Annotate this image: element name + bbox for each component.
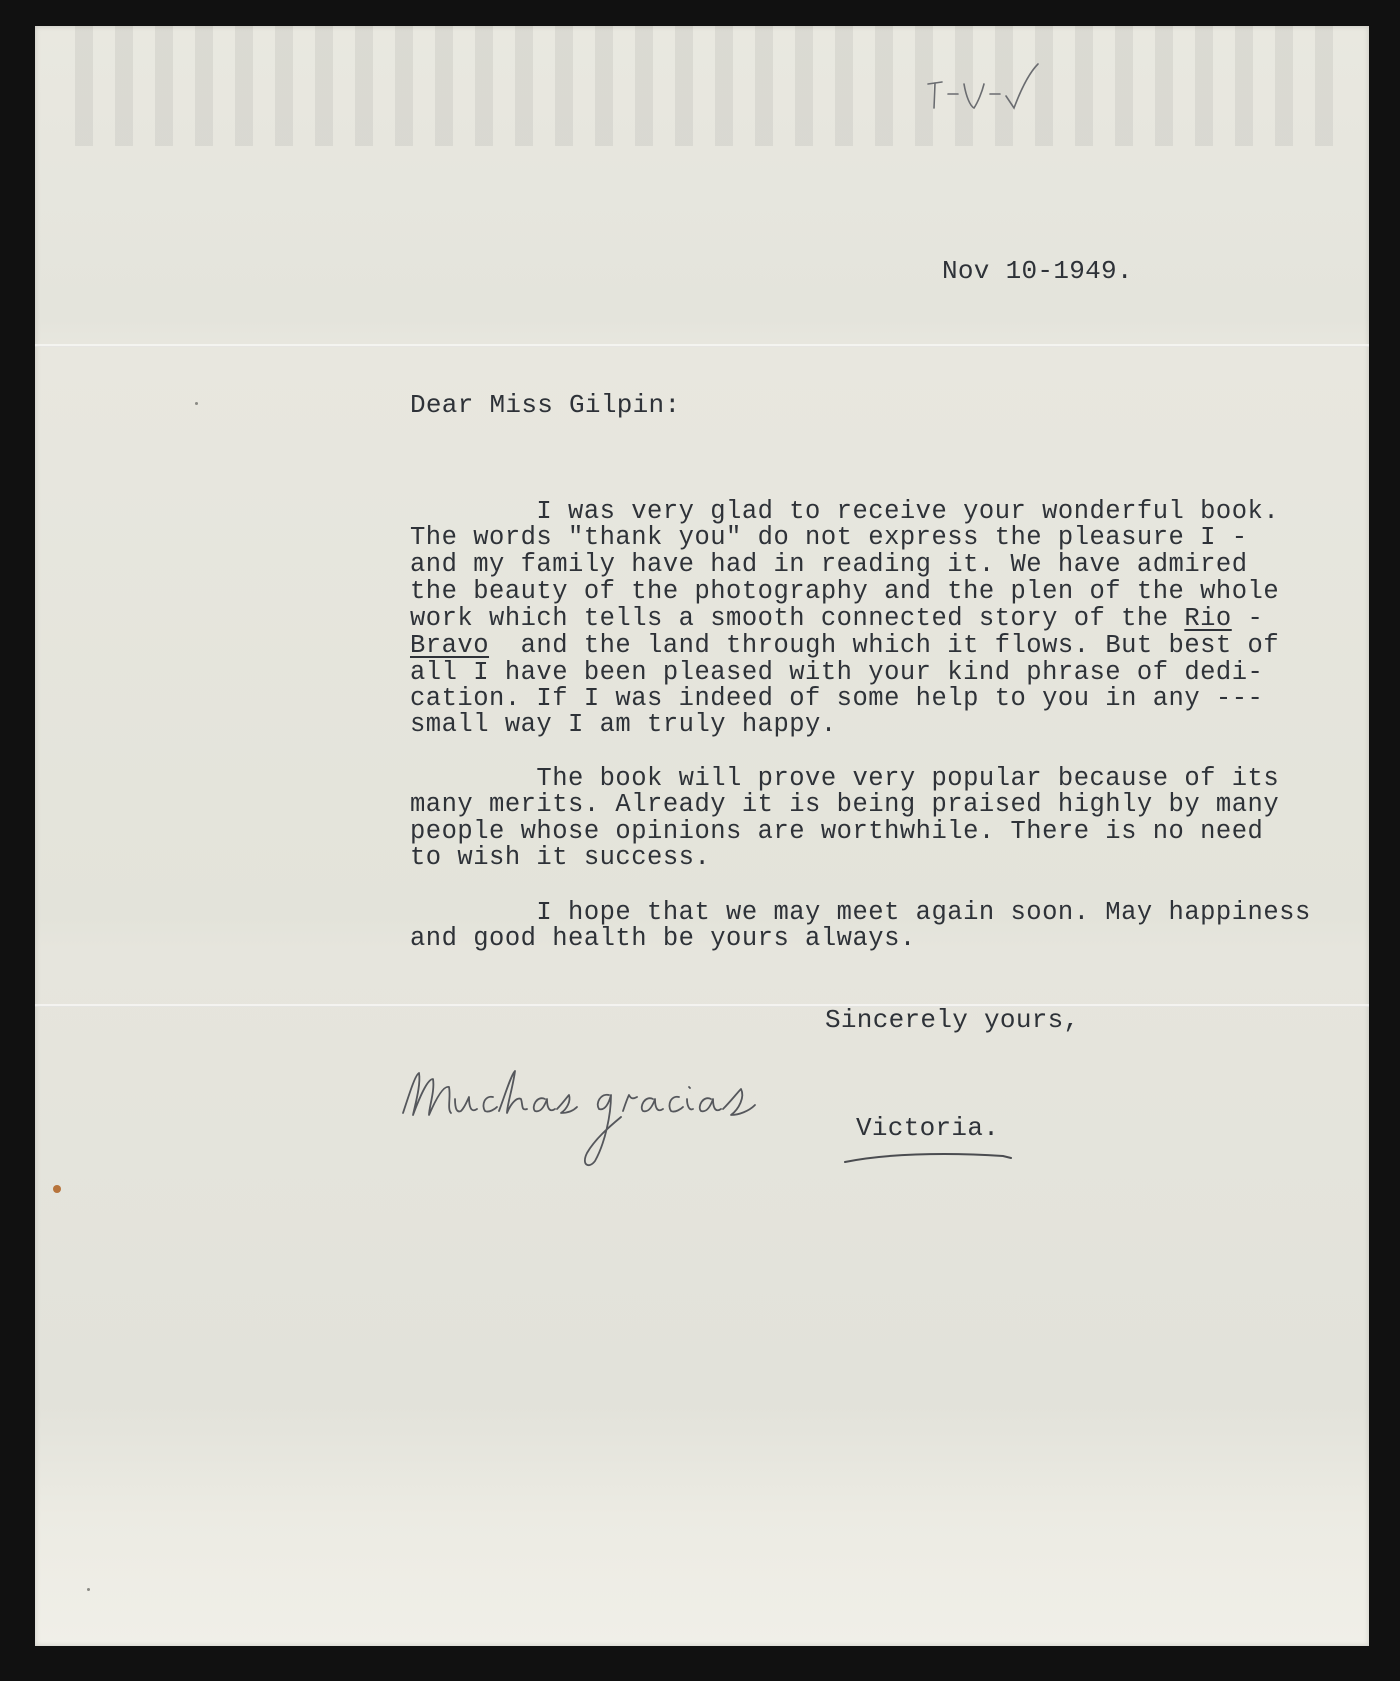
line-text: and the land through which it flows. But best of	[489, 631, 1280, 660]
letterhead-bleed-through	[75, 26, 1335, 146]
rio-suffix: -	[1231, 604, 1264, 633]
paper-speck	[87, 1588, 90, 1591]
line-text: work which tells a smooth connected story of the	[410, 604, 1185, 633]
paragraph-line: The words "thank you" do not express the pleasure I -	[410, 523, 1248, 552]
typed-signature: Victoria.	[856, 1113, 1000, 1143]
paragraph-line: people whose opinions are worthwhile. There is no need	[410, 817, 1264, 846]
lower-fold-line	[35, 1004, 1369, 1007]
paragraph-line: to wish it success.	[410, 843, 711, 872]
letter-date: Nov 10-1949.	[942, 256, 1133, 286]
paragraph-line: and good health be yours always.	[410, 924, 916, 953]
signature-stroke	[843, 1148, 1023, 1168]
paragraph-line: cation. If I was indeed of some help to you in any ---	[410, 684, 1264, 713]
paragraph-line	[410, 631, 1279, 660]
handwritten-note-muchas-gracias	[395, 1065, 815, 1175]
paragraph-line: The book will prove very popular because of its	[410, 764, 1280, 793]
paragraph-line: I was very glad to receive your wonderful book.	[410, 497, 1280, 526]
paper-speck	[195, 402, 198, 405]
paragraph-line: small way I am truly happy.	[410, 710, 837, 739]
paragraph-line: all I have been pleased with your kind phrase of dedi-	[410, 658, 1264, 687]
paragraph-line: I hope that we may meet again soon. May happiness	[410, 898, 1311, 927]
paragraph-line: the beauty of the photography and the plen of the whole	[410, 577, 1280, 606]
paragraph-line	[410, 604, 1263, 633]
upper-fold-line	[35, 344, 1369, 347]
paragraph-line: many merits. Already it is being praised highly by many	[410, 790, 1280, 819]
closing: Sincerely yours,	[825, 1005, 1080, 1035]
salutation: Dear Miss Gilpin:	[410, 390, 681, 420]
corner-check-mark	[920, 62, 1070, 132]
underlined-bravo: Bravo	[410, 631, 490, 660]
paragraph-line: and my family have had in reading it. We have admired	[410, 550, 1248, 579]
underlined-rio: Rio	[1184, 604, 1232, 633]
rust-spot	[53, 1185, 61, 1193]
